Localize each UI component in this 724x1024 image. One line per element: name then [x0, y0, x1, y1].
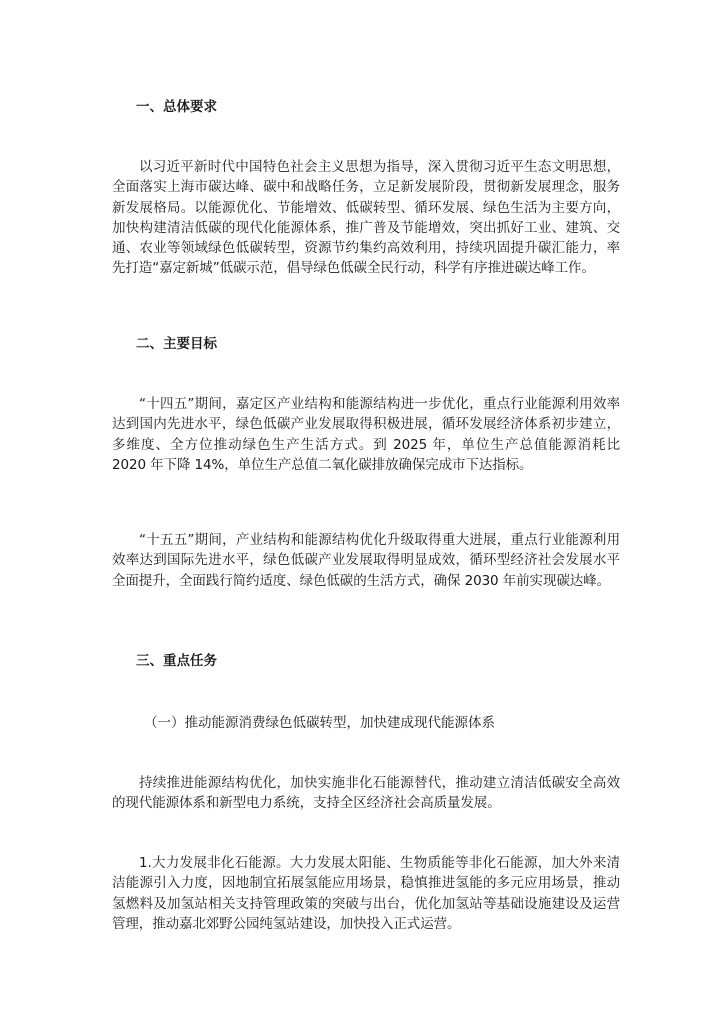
- section-heading-overall-requirements: 一、总体要求: [136, 99, 217, 115]
- paragraph-overall-requirements: 以习近平新时代中国特色社会主义思想为指导，深入贯彻习近平生态文明思想，全面落实上海市碳达峰、碳中和战略任务，立足新发展阶段，贯彻新发展理念，服务新发展格局。以能源优化、节能增效、低碳转型、循环发展、绿色生活为主要方向，加快构建清洁低碳的现代化能源体系，推广普及节能增效，突出抓好工业、建筑、交通、农业等领域绿色低碳转型，资源节约集约高效利用，持续巩固提升碳汇能力，率先打造“嘉定新城”低碳示范，倡导绿色低碳全民行动，科学有序推进碳达峰工作。: [112, 159, 620, 277]
- section-heading-key-tasks: 三、重点任务: [136, 653, 217, 669]
- section-heading-main-targets: 二、主要目标: [136, 336, 217, 352]
- paragraph-energy-structure: 持续推进能源结构优化，加快实施非化石能源替代，推动建立清洁低碳安全高效的现代能源体系和新型电力系统，支持全区经济社会高质量发展。: [112, 775, 620, 812]
- paragraph-non-fossil-energy: 1.大力发展非化石能源。大力发展太阳能、生物质能等非化石能源，加大外来清洁能源引入力度，因地制宜拓展氢能应用场景，稳慎推进氢能的多元应用场景，推动氢燃料及加氢站相关支持管理政策的突破与出台，优化加氢站等基础设施建设及运营管理，推动嘉北郊野公园纯氢站建设，加快投入正式运营。: [112, 855, 620, 932]
- paragraph-14th-five-year: “十四五”期间，嘉定区产业结构和能源结构进一步优化，重点行业能源利用效率达到国内先进水平，绿色低碳产业发展取得积极进展，循环发展经济体系初步建立，多维度、全方位推动绿色生产生活方式。到 2025 年，单位生产总值能源消耗比 2020 年下降 14%，单位生产总值二氧化碳排放确保完成市下达指标。: [112, 396, 620, 473]
- subheading-energy-transition: （一）推动能源消费绿色低碳转型，加快建成现代能源体系: [144, 715, 495, 731]
- paragraph-15th-five-year: “十五五”期间，产业结构和能源结构优化升级取得重大进展，重点行业能源利用效率达到国际先进水平，绿色低碳产业发展取得明显成效，循环型经济社会发展水平全面提升，全面践行简约适度、绿色低碳的生活方式，确保 2030 年前实现碳达峰。: [112, 532, 620, 589]
